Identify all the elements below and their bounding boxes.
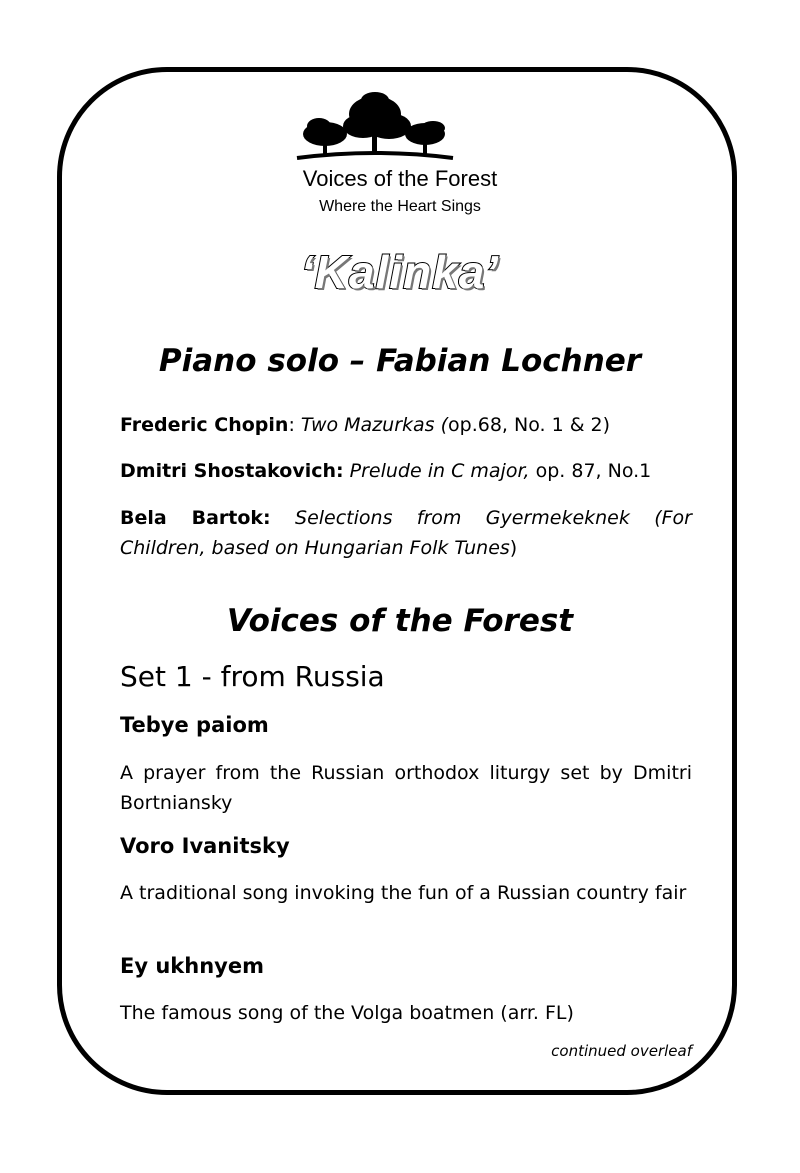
song-title: Voro Ivanitsky <box>120 834 290 858</box>
work-detail: op. 87, No.1 <box>529 460 652 482</box>
work-detail: op.68, No. 1 & 2) <box>448 414 611 436</box>
work-title: Selections from Gyermekeknek (For Children, based on Hungarian Folk Tunes <box>120 507 692 559</box>
choir-section-heading: Voices of the Forest <box>226 603 574 639</box>
organization-name: Voices of the Forest <box>302 166 498 191</box>
separator <box>271 507 295 529</box>
piano-section-heading: Piano solo – Fabian Lochner <box>158 343 642 379</box>
song-description: A traditional song invoking the fun of a Russian country fair <box>120 882 687 904</box>
piece-chopin <box>120 410 692 440</box>
concert-title: ‘Kalinka’ <box>300 246 500 298</box>
work-detail: ) <box>509 537 518 559</box>
composer-name: Dmitri Shostakovich: <box>120 460 344 482</box>
song-title: Tebye paiom <box>120 713 269 737</box>
piece-shostakovich <box>120 456 692 486</box>
song-description: A prayer from the Russian orthodox liturgy set by Dmitri Bortniansky <box>120 762 692 814</box>
work-title: Two Mazurkas ( <box>300 414 449 436</box>
set-title: Set 1 - from Russia <box>120 660 385 693</box>
separator: : <box>288 414 301 436</box>
piece-bartok <box>120 503 692 563</box>
composer-name: Bela Bartok: <box>120 507 271 529</box>
continued-note: continued overleaf <box>551 1042 692 1060</box>
organization-tagline: Where the Heart Sings <box>319 198 481 215</box>
work-title: Prelude in C major, <box>349 460 530 482</box>
trees-logo-icon <box>295 92 455 164</box>
page-border <box>57 67 737 1095</box>
song-title: Ey ukhnyem <box>120 954 264 978</box>
song-description: The famous song of the Volga boatmen (arr. FL) <box>120 1002 574 1024</box>
composer-name: Frederic Chopin <box>120 414 289 436</box>
